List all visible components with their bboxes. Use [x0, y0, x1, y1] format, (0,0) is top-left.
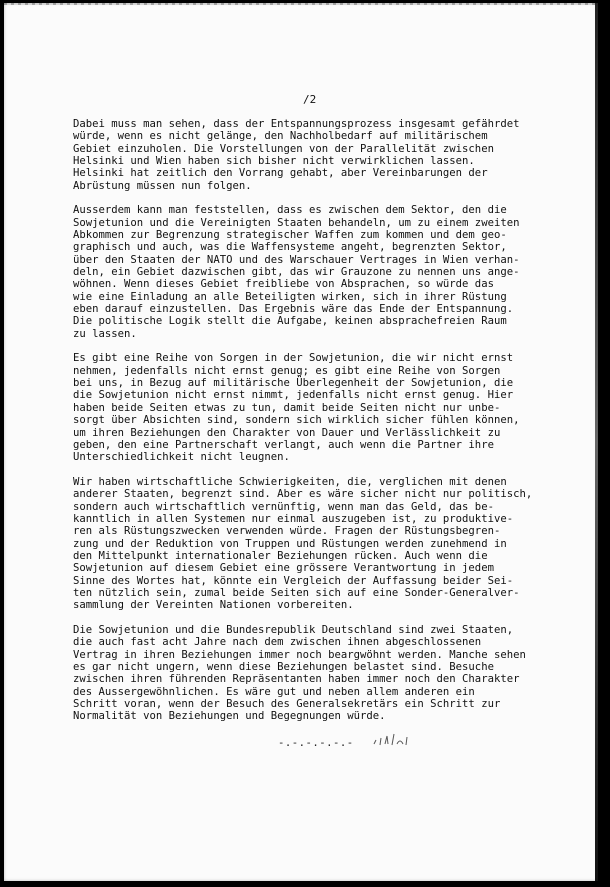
text-line: zwischen ihren führenden Repräsentanten haben immer noch den Charakter — [73, 673, 520, 686]
text-line: Vertrag in ihren Beziehungen immer noch beargwöhnt werden. Manche sehen — [73, 648, 526, 661]
text-line: nehmen, jedenfalls nicht ernst genug; es gibt eine Reihe von Sorgen — [73, 364, 501, 377]
paragraph — [73, 204, 583, 340]
paragraph — [73, 476, 583, 612]
end-marker: -.-.-.-.-.- — [278, 737, 354, 749]
text-line: sammlung der Vereinten Nationen vorbereiten. — [73, 599, 354, 612]
text-line: Helsinki und Wien haben sich bisher nicht verwirklichen lassen. — [73, 155, 475, 168]
text-line: Die Sowjetunion und die Bundesrepublik Deutschland sind zwei Staaten, — [73, 623, 514, 636]
text-line: den Mittelpunkt internationaler Beziehungen rücken. Auch wenn die — [73, 549, 488, 562]
text-line: zu lassen. — [73, 327, 137, 340]
text-line: sorgt über Absichten sind, sondern sich wirklich sicher fühlen können, — [73, 414, 520, 427]
text-line: Helsinki hat zeitlich den Vorrang gehabt, aber Vereinbarungen der — [73, 167, 488, 180]
scan-edge-right — [595, 3, 598, 881]
text-line: graphisch und auch, was die Waffensysteme angeht, begrenzten Sektor, — [73, 241, 507, 254]
text-line: kanntlich in allen Systemen nur einmal auszugeben ist, zu produktive- — [73, 512, 514, 525]
text-line: Die politische Logik stellt die Aufgabe, keinen absprachefreien Raum — [73, 315, 507, 328]
text-line: über den Staaten der NATO und des Warschauer Vertrages in Wien verhan- — [73, 253, 520, 266]
paragraph — [73, 352, 583, 463]
text-line: ren als Rüstungszwecken verwenden würde. Fragen der Rüstungsbegren- — [73, 525, 501, 538]
text-line: Normalität von Beziehungen und Begegnungen würde. — [73, 710, 386, 723]
text-line: geben, den eine Partnerschaft verlangt, auch wenn die Partner ihre — [73, 438, 494, 451]
text-line: Sowjetunion auf diesem Gebiet eine grössere Verantwortung in jedem — [73, 562, 494, 575]
scan-edge-top — [4, 3, 598, 5]
text-line: Abrüstung müssen nun folgen. — [73, 179, 252, 192]
paragraph — [73, 118, 583, 192]
text-line: würde, wenn es nicht gelänge, den Nachholbedarf auf militärischem — [73, 130, 488, 143]
text-line: sondern auch wirtschaftlich vernünftig, wenn man das Geld, das be- — [73, 500, 494, 513]
text-line: deln, ein Gebiet dazwischen gibt, das wir Grauzone zu nennen uns ange- — [73, 266, 520, 279]
text-line: Gebiet einzuholen. Die Vorstellungen von der Parallelität zwischen — [73, 142, 494, 155]
page-number: /2 — [303, 93, 317, 106]
paragraph — [73, 624, 583, 723]
text-line: haben beide Seiten etwas zu tun, damit beide Seiten nicht nur unbe- — [73, 401, 501, 414]
text-line: Dabei muss man sehen, dass der Entspannungsprozess insgesamt gefährdet — [73, 118, 520, 130]
text-line: Unterschiedlichkeit nicht leugnen. — [73, 451, 290, 464]
text-line: Sinne des Wortes hat, könnte ein Vergleich der Auffassung beider Sei- — [73, 574, 514, 587]
text-line: Abkommen zur Begrenzung strategischer Waffen zum kommen und dem geo- — [73, 229, 507, 242]
text-line: ten nützlich sein, zumal beide Seiten sich auf eine Sonder-Generalver- — [73, 586, 520, 599]
text-line: anderer Staaten, begrenzt sind. Aber es wäre sicher nicht nur politisch, — [73, 488, 533, 501]
text-line: Es gibt eine Reihe von Sorgen in der Sowjetunion, die wir nicht ernst — [73, 352, 514, 365]
text-line: die auch fast acht Jahre nach dem zwischen ihnen abgeschlossenen — [73, 636, 482, 649]
text-line: Ausserdem kann man feststellen, dass es zwischen dem Sektor, den die — [73, 204, 507, 217]
text-line: um ihren Beziehungen den Charakter von Dauer und Verlässlichkeit zu — [73, 426, 501, 439]
document-body — [73, 118, 583, 735]
text-line: Schritt voran, wenn der Besuch des Generalsekretärs ein Schritt zur — [73, 697, 501, 710]
text-line: eben darauf einzustellen. Das Ergebnis wäre das Ende der Entspannung. — [73, 303, 514, 316]
text-line: Sowjetunion und die Vereinigten Staaten behandeln, um zu einem zweiten — [73, 216, 520, 229]
text-line: zung und der Reduktion von Truppen und Rüstungen werden zunehmend in — [73, 537, 507, 550]
text-line: die Sowjetunion nicht ernst nimmt, jedenfalls nicht ernst genug. Hier — [73, 389, 514, 402]
handwritten-mark-icon — [370, 728, 416, 750]
text-line: wie eine Einladung an alle Beteiligten wirken, sich in ihrer Rüstung — [73, 290, 507, 303]
text-line: wöhnen. Wenn dieses Gebiet freibliebe von Absprachen, so würde das — [73, 278, 494, 291]
text-line: bei uns, in Bezug auf militärische Überlegenheit der Sowjetunion, die — [73, 377, 514, 390]
text-line: es gar nicht ungern, wenn diese Beziehungen belastet sind. Besuche — [73, 660, 494, 673]
text-line: des Aussergewöhnlichen. Es wäre gut und neben allem anderen ein — [73, 685, 475, 698]
text-line: Wir haben wirtschaftliche Schwierigkeiten, die, verglichen mit denen — [73, 475, 507, 488]
